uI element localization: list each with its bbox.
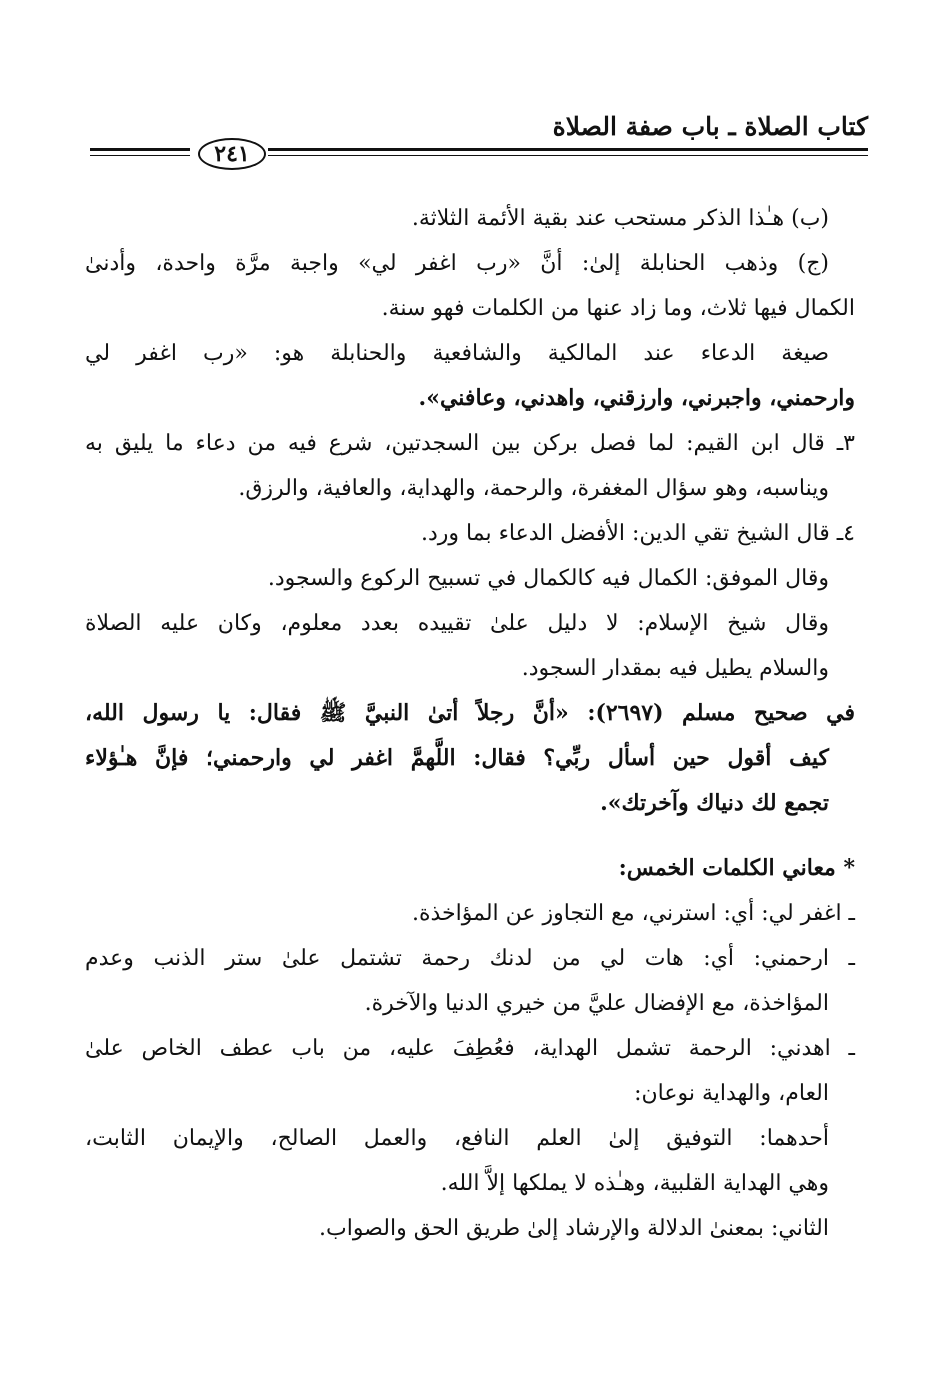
section-heading: * معاني الكلمات الخمس: <box>618 855 855 881</box>
text-line: ـ اهدني: الرحمة تشمل الهداية، فعُطِفَ عليه، من باب عطف الخاص علىٰ <box>85 1036 855 1061</box>
header-rule <box>90 155 190 156</box>
section-gap <box>85 826 855 846</box>
text-line: (ب) هـٰذا الذكر مستحب عند بقية الأئمة الثلاثة. <box>411 206 829 231</box>
header-rule <box>268 148 868 151</box>
main-text <box>85 196 855 1251</box>
text-line: والسلام يطيل فيه بمقدار السجود. <box>521 656 829 681</box>
text-line: صيغة الدعاء عند المالكية والشافعية والحنابلة هو: «رب اغفر لي <box>85 341 829 366</box>
header-rule <box>268 155 868 156</box>
text-line: الكمال فيها ثلاث، وما زاد عنها من الكلمات فهو سنة. <box>381 296 855 321</box>
text-line: العام، والهداية نوعان: <box>634 1081 829 1106</box>
text-line: في صحيح مسلم (٢٦٩٧): «أنَّ رجلاً أتىٰ النبيَّ ﷺ فقال: يا رسول الله، <box>85 700 856 726</box>
text-line: المؤاخذة، مع الإفضال عليَّ من خيري الدنيا والآخرة. <box>364 991 829 1016</box>
text-line: ٤ـ قال الشيخ تقي الدين: الأفضل الدعاء بما ورد. <box>421 521 855 546</box>
page-header <box>90 108 868 178</box>
text-line: وهي الهداية القلبية، وهـٰذه لا يملكها إلاَّ الله. <box>440 1171 829 1196</box>
text-line: ويناسبه، وهو سؤال المغفرة، والرحمة، والهداية، والعافية، والرزق. <box>238 476 829 501</box>
text-line: ـ اغفر لي: أي: استرني، مع التجاوز عن المؤاخذة. <box>411 901 855 926</box>
text-line: (ج) وذهب الحنابلة إلىٰ: أنَّ «رب اغفر لي» واجبة مرَّة واحدة، وأدنىٰ <box>85 251 829 276</box>
text-line: وقال شيخ الإسلام: لا دليل علىٰ تقييده بعدد معلوم، وكان عليه الصلاة <box>85 611 829 636</box>
text-line: ـ ارحمني: أي: هات لي من لدنك رحمة تشتمل علىٰ ستر الذنب وعدم <box>85 946 855 971</box>
text-line: تجمع لك دنياك وآخرتك». <box>600 790 829 816</box>
text-line: الثاني: بمعنىٰ الدلالة والإرشاد إلىٰ طريق الحق والصواب. <box>319 1216 829 1241</box>
page-number: ٢٤١ <box>198 138 266 170</box>
text-line: وقال الموفق: الكمال فيه كالكمال في تسبيح الركوع والسجود. <box>267 566 829 591</box>
text-line: أحدهما: التوفيق إلىٰ العلم النافع، والعمل الصالح، والإيمان الثابت، <box>85 1126 829 1151</box>
header-rule <box>90 148 190 151</box>
text-line: ٣ـ قال ابن القيم: لما فصل بركن بين السجدتين، شرع فيه من دعاء ما يليق به <box>85 431 855 456</box>
running-title: كتاب الصلاة ـ باب صفة الصلاة <box>552 112 868 141</box>
text-line: وارحمني، واجبرني، وارزقني، واهدني، وعافني». <box>418 385 855 411</box>
text-line: كيف أقول حين أسأل ربِّي؟ فقال: اللَّهمَّ اغفر لي وارحمني؛ فإنَّ هـٰؤلاء <box>85 745 829 771</box>
